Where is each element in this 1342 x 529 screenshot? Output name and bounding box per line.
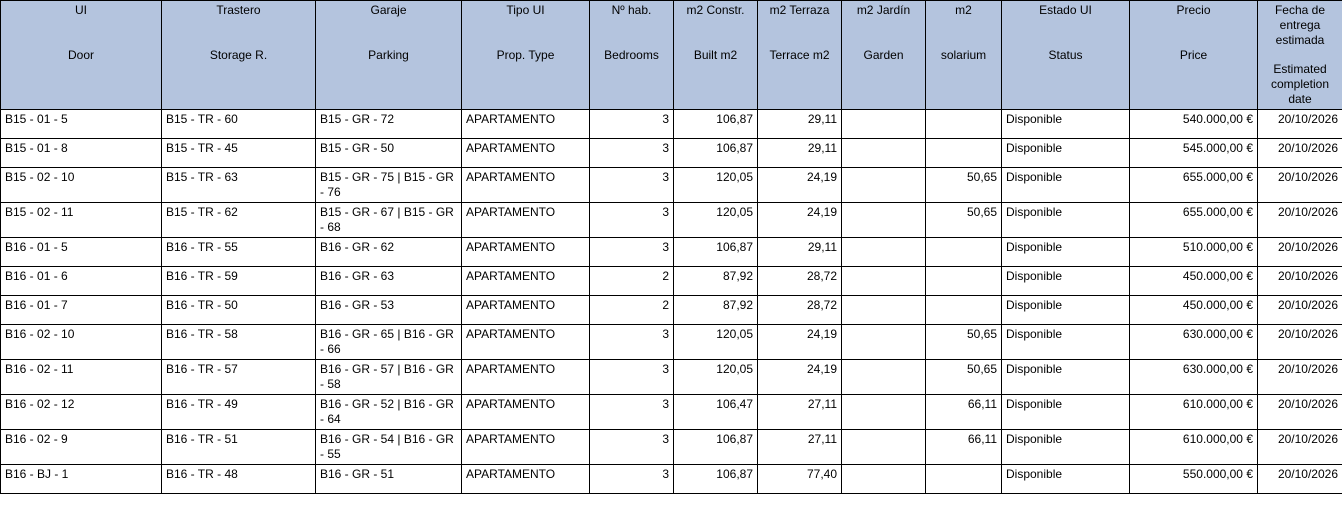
column-header-price-es: Precio	[1176, 3, 1211, 17]
cell-status: Disponible	[1002, 360, 1130, 395]
cell-solarium	[926, 465, 1002, 494]
cell-storage: B16 - TR - 58	[162, 325, 316, 360]
header-spacer	[594, 18, 669, 48]
header-spacer	[762, 18, 837, 48]
cell-garden	[842, 360, 926, 395]
cell-date: 20/10/2026	[1258, 238, 1342, 267]
cell-door: B16 - 02 - 12	[1, 395, 162, 430]
column-header-status	[1002, 1, 1130, 110]
cell-storage: B16 - TR - 48	[162, 465, 316, 494]
cell-terrace: 27,11	[758, 395, 842, 430]
column-header-date	[1258, 1, 1342, 110]
column-header-parking-en: Parking	[368, 48, 409, 62]
cell-solarium: 66,11	[926, 395, 1002, 430]
cell-terrace: 27,11	[758, 430, 842, 465]
cell-status: Disponible	[1002, 395, 1130, 430]
cell-solarium: 50,65	[926, 168, 1002, 203]
cell-type: APARTAMENTO	[462, 238, 590, 267]
cell-built: 106,87	[674, 139, 758, 168]
cell-garden	[842, 238, 926, 267]
column-header-status-en: Status	[1048, 48, 1083, 62]
header-spacer	[1006, 18, 1125, 48]
cell-door: B15 - 02 - 11	[1, 203, 162, 238]
cell-bedrooms: 3	[590, 325, 674, 360]
cell-bedrooms: 2	[590, 267, 674, 296]
cell-terrace: 24,19	[758, 203, 842, 238]
cell-terrace: 29,11	[758, 139, 842, 168]
cell-price: 610.000,00 €	[1130, 430, 1258, 465]
cell-parking: B15 - GR - 72	[316, 110, 462, 139]
cell-garden	[842, 110, 926, 139]
cell-date: 20/10/2026	[1258, 139, 1342, 168]
cell-type: APARTAMENTO	[462, 267, 590, 296]
column-header-built-es: m2 Constr.	[686, 3, 745, 17]
cell-storage: B16 - TR - 50	[162, 296, 316, 325]
cell-bedrooms: 3	[590, 110, 674, 139]
cell-storage: B16 - TR - 59	[162, 267, 316, 296]
cell-door: B15 - 01 - 5	[1, 110, 162, 139]
cell-garden	[842, 430, 926, 465]
cell-garden	[842, 139, 926, 168]
cell-status: Disponible	[1002, 139, 1130, 168]
cell-terrace: 29,11	[758, 110, 842, 139]
cell-type: APARTAMENTO	[462, 110, 590, 139]
cell-garden	[842, 395, 926, 430]
cell-status: Disponible	[1002, 267, 1130, 296]
cell-type: APARTAMENTO	[462, 325, 590, 360]
column-header-date-es: Fecha de entrega estimada	[1274, 3, 1326, 47]
cell-door: B16 - 02 - 9	[1, 430, 162, 465]
cell-bedrooms: 3	[590, 238, 674, 267]
cell-date: 20/10/2026	[1258, 296, 1342, 325]
cell-solarium	[926, 139, 1002, 168]
cell-price: 550.000,00 €	[1130, 465, 1258, 494]
cell-bedrooms: 3	[590, 203, 674, 238]
header-spacer	[320, 18, 457, 48]
cell-door: B16 - 02 - 11	[1, 360, 162, 395]
cell-garden	[842, 267, 926, 296]
header-spacer	[846, 18, 921, 48]
column-header-garden-es: m2 Jardín	[856, 3, 911, 17]
cell-door: B16 - 02 - 10	[1, 325, 162, 360]
header-spacer	[1134, 18, 1253, 48]
cell-terrace: 24,19	[758, 325, 842, 360]
cell-price: 540.000,00 €	[1130, 110, 1258, 139]
column-header-date-en: Estimated completion date	[1270, 62, 1330, 106]
table-row[interactable]	[1, 203, 1342, 238]
cell-built: 106,87	[674, 430, 758, 465]
cell-terrace: 24,19	[758, 168, 842, 203]
column-header-terrace-es: m2 Terraza	[769, 3, 830, 17]
header-spacer	[466, 18, 585, 48]
cell-storage: B16 - TR - 57	[162, 360, 316, 395]
cell-type: APARTAMENTO	[462, 395, 590, 430]
cell-storage: B16 - TR - 49	[162, 395, 316, 430]
column-header-price	[1130, 1, 1258, 110]
column-header-type	[462, 1, 590, 110]
cell-parking: B16 - GR - 62	[316, 238, 462, 267]
cell-door: B15 - 01 - 8	[1, 139, 162, 168]
table-row[interactable]	[1, 139, 1342, 168]
column-header-storage-en: Storage R.	[209, 48, 268, 62]
column-header-door-es: UI	[75, 3, 87, 17]
cell-door: B15 - 02 - 10	[1, 168, 162, 203]
table-row[interactable]	[1, 360, 1342, 395]
cell-terrace: 28,72	[758, 296, 842, 325]
header-spacer	[678, 18, 753, 48]
cell-status: Disponible	[1002, 296, 1130, 325]
cell-parking: B16 - GR - 57 | B16 - GR - 58	[316, 360, 462, 395]
cell-built: 120,05	[674, 360, 758, 395]
cell-type: APARTAMENTO	[462, 360, 590, 395]
cell-type: APARTAMENTO	[462, 168, 590, 203]
cell-price: 510.000,00 €	[1130, 238, 1258, 267]
cell-storage: B16 - TR - 55	[162, 238, 316, 267]
column-header-storage	[162, 1, 316, 110]
cell-solarium	[926, 267, 1002, 296]
cell-price: 630.000,00 €	[1130, 325, 1258, 360]
cell-parking: B15 - GR - 67 | B15 - GR - 68	[316, 203, 462, 238]
column-header-storage-es: Trastero	[216, 3, 261, 17]
cell-garden	[842, 203, 926, 238]
cell-price: 655.000,00 €	[1130, 168, 1258, 203]
cell-price: 450.000,00 €	[1130, 296, 1258, 325]
table-row[interactable]	[1, 296, 1342, 325]
cell-built: 106,87	[674, 110, 758, 139]
cell-solarium: 50,65	[926, 325, 1002, 360]
cell-parking: B16 - GR - 63	[316, 267, 462, 296]
column-header-solarium-en: solarium	[940, 48, 987, 62]
column-header-garden	[842, 1, 926, 110]
column-header-built-en: Built m2	[693, 48, 738, 62]
cell-garden	[842, 465, 926, 494]
cell-parking: B16 - GR - 65 | B16 - GR - 66	[316, 325, 462, 360]
cell-date: 20/10/2026	[1258, 465, 1342, 494]
cell-terrace: 77,40	[758, 465, 842, 494]
table-row[interactable]	[1, 168, 1342, 203]
cell-parking: B16 - GR - 51	[316, 465, 462, 494]
cell-type: APARTAMENTO	[462, 139, 590, 168]
header-spacer	[5, 18, 157, 48]
cell-garden	[842, 168, 926, 203]
cell-bedrooms: 3	[590, 139, 674, 168]
table-row[interactable]	[1, 325, 1342, 360]
cell-date: 20/10/2026	[1258, 360, 1342, 395]
cell-solarium: 50,65	[926, 203, 1002, 238]
cell-status: Disponible	[1002, 110, 1130, 139]
cell-parking: B15 - GR - 50	[316, 139, 462, 168]
column-header-bedrooms-es: Nº hab.	[611, 3, 652, 17]
cell-door: B16 - BJ - 1	[1, 465, 162, 494]
cell-built: 106,87	[674, 238, 758, 267]
cell-price: 610.000,00 €	[1130, 395, 1258, 430]
cell-status: Disponible	[1002, 238, 1130, 267]
cell-bedrooms: 3	[590, 395, 674, 430]
cell-type: APARTAMENTO	[462, 203, 590, 238]
cell-bedrooms: 3	[590, 465, 674, 494]
cell-date: 20/10/2026	[1258, 168, 1342, 203]
cell-solarium	[926, 296, 1002, 325]
cell-storage: B15 - TR - 63	[162, 168, 316, 203]
cell-built: 120,05	[674, 203, 758, 238]
cell-storage: B15 - TR - 62	[162, 203, 316, 238]
cell-status: Disponible	[1002, 465, 1130, 494]
cell-date: 20/10/2026	[1258, 203, 1342, 238]
column-header-built	[674, 1, 758, 110]
column-header-door	[1, 1, 162, 110]
column-header-garden-en: Garden	[863, 48, 904, 62]
cell-bedrooms: 2	[590, 296, 674, 325]
cell-garden	[842, 325, 926, 360]
cell-parking: B16 - GR - 53	[316, 296, 462, 325]
cell-parking: B16 - GR - 54 | B16 - GR - 55	[316, 430, 462, 465]
column-header-bedrooms-en: Bedrooms	[604, 48, 659, 62]
cell-solarium	[926, 238, 1002, 267]
column-header-solarium-es: m2	[955, 3, 972, 17]
cell-date: 20/10/2026	[1258, 395, 1342, 430]
cell-built: 120,05	[674, 168, 758, 203]
cell-date: 20/10/2026	[1258, 110, 1342, 139]
cell-type: APARTAMENTO	[462, 465, 590, 494]
header-spacer	[930, 18, 997, 48]
table-row[interactable]	[1, 110, 1342, 139]
cell-date: 20/10/2026	[1258, 325, 1342, 360]
cell-door: B16 - 01 - 7	[1, 296, 162, 325]
column-header-terrace-en: Terrace m2	[769, 48, 830, 62]
column-header-parking	[316, 1, 462, 110]
cell-parking: B15 - GR - 75 | B15 - GR - 76	[316, 168, 462, 203]
cell-status: Disponible	[1002, 430, 1130, 465]
cell-bedrooms: 3	[590, 168, 674, 203]
cell-garden	[842, 296, 926, 325]
cell-terrace: 24,19	[758, 360, 842, 395]
column-header-door-en: Door	[67, 48, 94, 62]
table-row[interactable]	[1, 465, 1342, 494]
table-header	[1, 1, 1342, 110]
cell-built: 87,92	[674, 267, 758, 296]
table-row[interactable]	[1, 430, 1342, 465]
cell-status: Disponible	[1002, 168, 1130, 203]
cell-price: 630.000,00 €	[1130, 360, 1258, 395]
cell-built: 87,92	[674, 296, 758, 325]
cell-solarium: 50,65	[926, 360, 1002, 395]
cell-date: 20/10/2026	[1258, 430, 1342, 465]
table-body	[1, 110, 1342, 494]
cell-solarium	[926, 110, 1002, 139]
cell-bedrooms: 3	[590, 360, 674, 395]
cell-type: APARTAMENTO	[462, 296, 590, 325]
column-header-terrace	[758, 1, 842, 110]
table-row[interactable]	[1, 238, 1342, 267]
column-header-parking-es: Garaje	[370, 3, 407, 17]
cell-built: 106,87	[674, 465, 758, 494]
column-header-type-en: Prop. Type	[496, 48, 555, 62]
cell-status: Disponible	[1002, 325, 1130, 360]
cell-terrace: 28,72	[758, 267, 842, 296]
column-header-solarium	[926, 1, 1002, 110]
cell-door: B16 - 01 - 6	[1, 267, 162, 296]
header-spacer	[166, 18, 311, 48]
cell-price: 450.000,00 €	[1130, 267, 1258, 296]
column-header-type-es: Tipo UI	[506, 3, 545, 17]
cell-type: APARTAMENTO	[462, 430, 590, 465]
cell-storage: B15 - TR - 45	[162, 139, 316, 168]
cell-built: 120,05	[674, 325, 758, 360]
column-header-status-es: Estado UI	[1039, 3, 1092, 17]
header-row	[1, 1, 1342, 110]
table-row[interactable]	[1, 395, 1342, 430]
cell-status: Disponible	[1002, 203, 1130, 238]
header-spacer	[1262, 48, 1338, 62]
cell-built: 106,47	[674, 395, 758, 430]
cell-date: 20/10/2026	[1258, 267, 1342, 296]
cell-solarium: 66,11	[926, 430, 1002, 465]
cell-storage: B16 - TR - 51	[162, 430, 316, 465]
cell-price: 545.000,00 €	[1130, 139, 1258, 168]
cell-door: B16 - 01 - 5	[1, 238, 162, 267]
cell-price: 655.000,00 €	[1130, 203, 1258, 238]
column-header-price-en: Price	[1179, 48, 1208, 62]
cell-parking: B16 - GR - 52 | B16 - GR - 64	[316, 395, 462, 430]
cell-terrace: 29,11	[758, 238, 842, 267]
cell-storage: B15 - TR - 60	[162, 110, 316, 139]
column-header-bedrooms	[590, 1, 674, 110]
table-row[interactable]	[1, 267, 1342, 296]
cell-bedrooms: 3	[590, 430, 674, 465]
